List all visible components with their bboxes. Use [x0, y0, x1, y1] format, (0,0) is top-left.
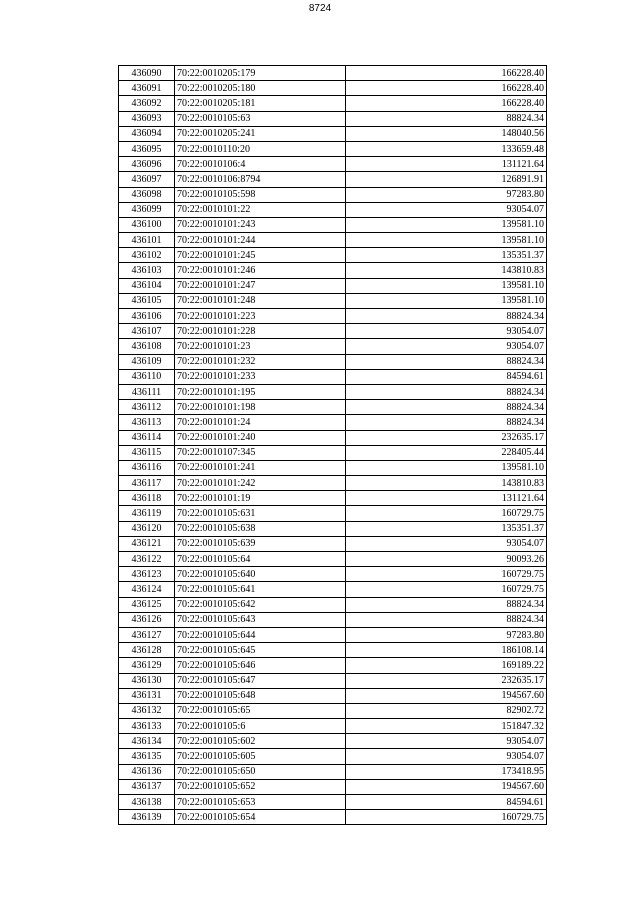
- table-row: [119, 324, 547, 339]
- row-id-cell: 436119: [119, 506, 175, 521]
- cadastral-number-cell: 70:22:0010105:648: [175, 688, 346, 703]
- value-cell: 97283.80: [346, 627, 547, 642]
- row-id-cell: 436113: [119, 415, 175, 430]
- table-row: [119, 476, 547, 491]
- table-row: [119, 339, 547, 354]
- cadastral-number-cell: 70:22:0010205:181: [175, 96, 346, 111]
- row-id-cell: 436099: [119, 202, 175, 217]
- row-id-cell: 436109: [119, 354, 175, 369]
- table-row: [119, 764, 547, 779]
- cadastral-number-cell: 70:22:0010105:650: [175, 764, 346, 779]
- value-cell: 88824.34: [346, 400, 547, 415]
- cadastral-number-cell: 70:22:0010205:179: [175, 66, 346, 81]
- table-row: [119, 202, 547, 217]
- table-row: [119, 688, 547, 703]
- cadastral-number-cell: 70:22:0010105:605: [175, 749, 346, 764]
- value-cell: 151847.32: [346, 719, 547, 734]
- row-id-cell: 436092: [119, 96, 175, 111]
- row-id-cell: 436135: [119, 749, 175, 764]
- value-cell: 166228.40: [346, 81, 547, 96]
- row-id-cell: 436130: [119, 673, 175, 688]
- row-id-cell: 436111: [119, 384, 175, 399]
- cadastral-number-cell: 70:22:0010105:647: [175, 673, 346, 688]
- row-id-cell: 436114: [119, 430, 175, 445]
- value-cell: 88824.34: [346, 612, 547, 627]
- table-row: [119, 187, 547, 202]
- value-cell: 166228.40: [346, 66, 547, 81]
- table-row: [119, 384, 547, 399]
- cadastral-number-cell: 70:22:0010101:247: [175, 278, 346, 293]
- value-cell: 160729.75: [346, 567, 547, 582]
- value-cell: 93054.07: [346, 734, 547, 749]
- value-cell: 133659.48: [346, 141, 547, 156]
- table-body: [119, 66, 547, 825]
- value-cell: 93054.07: [346, 202, 547, 217]
- row-id-cell: 436112: [119, 400, 175, 415]
- table-row: [119, 795, 547, 810]
- table-row: [119, 217, 547, 232]
- row-id-cell: 436136: [119, 764, 175, 779]
- table-row: [119, 810, 547, 825]
- value-cell: 160729.75: [346, 582, 547, 597]
- cadastral-number-cell: 70:22:0010105:652: [175, 779, 346, 794]
- table-row: [119, 779, 547, 794]
- table-row: [119, 369, 547, 384]
- cadastral-number-cell: 70:22:0010101:24: [175, 415, 346, 430]
- row-id-cell: 436116: [119, 460, 175, 475]
- cadastral-number-cell: 70:22:0010101:240: [175, 430, 346, 445]
- value-cell: 194567.60: [346, 779, 547, 794]
- table-row: [119, 612, 547, 627]
- value-cell: 93054.07: [346, 339, 547, 354]
- value-cell: 160729.75: [346, 506, 547, 521]
- cadastral-number-cell: 70:22:0010110:20: [175, 141, 346, 156]
- row-id-cell: 436095: [119, 141, 175, 156]
- value-cell: 135351.37: [346, 248, 547, 263]
- cadastral-number-cell: 70:22:0010101:242: [175, 476, 346, 491]
- row-id-cell: 436127: [119, 627, 175, 642]
- table-row: [119, 719, 547, 734]
- value-cell: 131121.64: [346, 157, 547, 172]
- table-row: [119, 354, 547, 369]
- value-cell: 232635.17: [346, 673, 547, 688]
- value-cell: 97283.80: [346, 187, 547, 202]
- page-number: 8724: [308, 3, 332, 14]
- row-id-cell: 436125: [119, 597, 175, 612]
- cadastral-number-cell: 70:22:0010101:228: [175, 324, 346, 339]
- cadastral-number-cell: 70:22:0010101:223: [175, 309, 346, 324]
- data-table: [118, 65, 547, 825]
- value-cell: 148040.56: [346, 126, 547, 141]
- value-cell: 169189.22: [346, 658, 547, 673]
- row-id-cell: 436097: [119, 172, 175, 187]
- row-id-cell: 436094: [119, 126, 175, 141]
- cadastral-number-cell: 70:22:0010101:244: [175, 233, 346, 248]
- cadastral-number-cell: 70:22:0010101:22: [175, 202, 346, 217]
- value-cell: 88824.34: [346, 111, 547, 126]
- row-id-cell: 436134: [119, 734, 175, 749]
- row-id-cell: 436133: [119, 719, 175, 734]
- cadastral-number-cell: 70:22:0010106:4: [175, 157, 346, 172]
- cadastral-number-cell: 70:22:0010105:639: [175, 536, 346, 551]
- row-id-cell: 436129: [119, 658, 175, 673]
- row-id-cell: 436123: [119, 567, 175, 582]
- row-id-cell: 436126: [119, 612, 175, 627]
- table-row: [119, 81, 547, 96]
- cadastral-number-cell: 70:22:0010205:241: [175, 126, 346, 141]
- table-row: [119, 126, 547, 141]
- value-cell: 90093.26: [346, 552, 547, 567]
- cadastral-number-cell: 70:22:0010107:345: [175, 445, 346, 460]
- value-cell: 139581.10: [346, 217, 547, 232]
- value-cell: 82902.72: [346, 703, 547, 718]
- table-row: [119, 172, 547, 187]
- row-id-cell: 436100: [119, 217, 175, 232]
- row-id-cell: 436118: [119, 491, 175, 506]
- table-row: [119, 157, 547, 172]
- row-id-cell: 436110: [119, 369, 175, 384]
- table-row: [119, 460, 547, 475]
- cadastral-number-cell: 70:22:0010101:19: [175, 491, 346, 506]
- value-cell: 126891.91: [346, 172, 547, 187]
- table-row: [119, 627, 547, 642]
- table-row: [119, 734, 547, 749]
- value-cell: 88824.34: [346, 309, 547, 324]
- table-row: [119, 141, 547, 156]
- cadastral-number-cell: 70:22:0010105:641: [175, 582, 346, 597]
- value-cell: 135351.37: [346, 521, 547, 536]
- table-row: [119, 673, 547, 688]
- cadastral-number-cell: 70:22:0010105:631: [175, 506, 346, 521]
- value-cell: 84594.61: [346, 369, 547, 384]
- table-row: [119, 582, 547, 597]
- value-cell: 139581.10: [346, 278, 547, 293]
- cadastral-number-cell: 70:22:0010105:64: [175, 552, 346, 567]
- value-cell: 93054.07: [346, 324, 547, 339]
- table-row: [119, 293, 547, 308]
- table-row: [119, 263, 547, 278]
- cadastral-number-cell: 70:22:0010101:248: [175, 293, 346, 308]
- row-id-cell: 436108: [119, 339, 175, 354]
- row-id-cell: 436132: [119, 703, 175, 718]
- value-cell: 88824.34: [346, 415, 547, 430]
- cadastral-number-cell: 70:22:0010105:654: [175, 810, 346, 825]
- value-cell: 131121.64: [346, 491, 547, 506]
- value-cell: 166228.40: [346, 96, 547, 111]
- table-row: [119, 491, 547, 506]
- cadastral-number-cell: 70:22:0010105:653: [175, 795, 346, 810]
- value-cell: 173418.95: [346, 764, 547, 779]
- cadastral-number-cell: 70:22:0010105:643: [175, 612, 346, 627]
- value-cell: 88824.34: [346, 384, 547, 399]
- row-id-cell: 436091: [119, 81, 175, 96]
- cadastral-number-cell: 70:22:0010105:646: [175, 658, 346, 673]
- row-id-cell: 436105: [119, 293, 175, 308]
- row-id-cell: 436101: [119, 233, 175, 248]
- table-row: [119, 552, 547, 567]
- row-id-cell: 436121: [119, 536, 175, 551]
- cadastral-number-cell: 70:22:0010101:245: [175, 248, 346, 263]
- value-cell: 139581.10: [346, 233, 547, 248]
- value-cell: 186108.14: [346, 643, 547, 658]
- row-id-cell: 436122: [119, 552, 175, 567]
- table-row: [119, 96, 547, 111]
- row-id-cell: 436103: [119, 263, 175, 278]
- table-row: [119, 400, 547, 415]
- value-cell: 143810.83: [346, 476, 547, 491]
- row-id-cell: 436090: [119, 66, 175, 81]
- table-row: [119, 278, 547, 293]
- row-id-cell: 436139: [119, 810, 175, 825]
- cadastral-number-cell: 70:22:0010105:598: [175, 187, 346, 202]
- value-cell: 93054.07: [346, 749, 547, 764]
- row-id-cell: 436117: [119, 476, 175, 491]
- cadastral-number-cell: 70:22:0010101:23: [175, 339, 346, 354]
- table-row: [119, 248, 547, 263]
- cadastral-number-cell: 70:22:0010101:232: [175, 354, 346, 369]
- table-row: [119, 309, 547, 324]
- table-row: [119, 703, 547, 718]
- cadastral-number-cell: 70:22:0010101:198: [175, 400, 346, 415]
- row-id-cell: 436107: [119, 324, 175, 339]
- value-cell: 232635.17: [346, 430, 547, 445]
- cadastral-number-cell: 70:22:0010105:642: [175, 597, 346, 612]
- value-cell: 160729.75: [346, 810, 547, 825]
- table-row: [119, 66, 547, 81]
- cadastral-number-cell: 70:22:0010205:180: [175, 81, 346, 96]
- value-cell: 88824.34: [346, 597, 547, 612]
- table-row: [119, 233, 547, 248]
- cadastral-number-cell: 70:22:0010101:246: [175, 263, 346, 278]
- table-row: [119, 430, 547, 445]
- row-id-cell: 436138: [119, 795, 175, 810]
- row-id-cell: 436093: [119, 111, 175, 126]
- cadastral-number-cell: 70:22:0010105:644: [175, 627, 346, 642]
- cadastral-number-cell: 70:22:0010105:640: [175, 567, 346, 582]
- table-row: [119, 415, 547, 430]
- table-row: [119, 658, 547, 673]
- row-id-cell: 436124: [119, 582, 175, 597]
- cadastral-number-cell: 70:22:0010105:645: [175, 643, 346, 658]
- table-row: [119, 521, 547, 536]
- table-row: [119, 111, 547, 126]
- table-row: [119, 445, 547, 460]
- value-cell: 143810.83: [346, 263, 547, 278]
- table-row: [119, 536, 547, 551]
- value-cell: 194567.60: [346, 688, 547, 703]
- table-row: [119, 506, 547, 521]
- cadastral-number-cell: 70:22:0010101:233: [175, 369, 346, 384]
- row-id-cell: 436137: [119, 779, 175, 794]
- table-row: [119, 597, 547, 612]
- row-id-cell: 436096: [119, 157, 175, 172]
- value-cell: 93054.07: [346, 536, 547, 551]
- value-cell: 139581.10: [346, 293, 547, 308]
- cadastral-number-cell: 70:22:0010106:8794: [175, 172, 346, 187]
- value-cell: 139581.10: [346, 460, 547, 475]
- value-cell: 88824.34: [346, 354, 547, 369]
- cadastral-number-cell: 70:22:0010105:6: [175, 719, 346, 734]
- table-row: [119, 643, 547, 658]
- row-id-cell: 436104: [119, 278, 175, 293]
- cadastral-number-cell: 70:22:0010101:243: [175, 217, 346, 232]
- value-cell: 228405.44: [346, 445, 547, 460]
- cadastral-number-cell: 70:22:0010105:638: [175, 521, 346, 536]
- cadastral-number-cell: 70:22:0010105:65: [175, 703, 346, 718]
- cadastral-number-cell: 70:22:0010101:195: [175, 384, 346, 399]
- table-row: [119, 567, 547, 582]
- cadastral-number-cell: 70:22:0010105:63: [175, 111, 346, 126]
- row-id-cell: 436131: [119, 688, 175, 703]
- row-id-cell: 436128: [119, 643, 175, 658]
- row-id-cell: 436102: [119, 248, 175, 263]
- cadastral-number-cell: 70:22:0010105:602: [175, 734, 346, 749]
- row-id-cell: 436106: [119, 309, 175, 324]
- row-id-cell: 436115: [119, 445, 175, 460]
- table-row: [119, 749, 547, 764]
- value-cell: 84594.61: [346, 795, 547, 810]
- row-id-cell: 436120: [119, 521, 175, 536]
- row-id-cell: 436098: [119, 187, 175, 202]
- cadastral-number-cell: 70:22:0010101:241: [175, 460, 346, 475]
